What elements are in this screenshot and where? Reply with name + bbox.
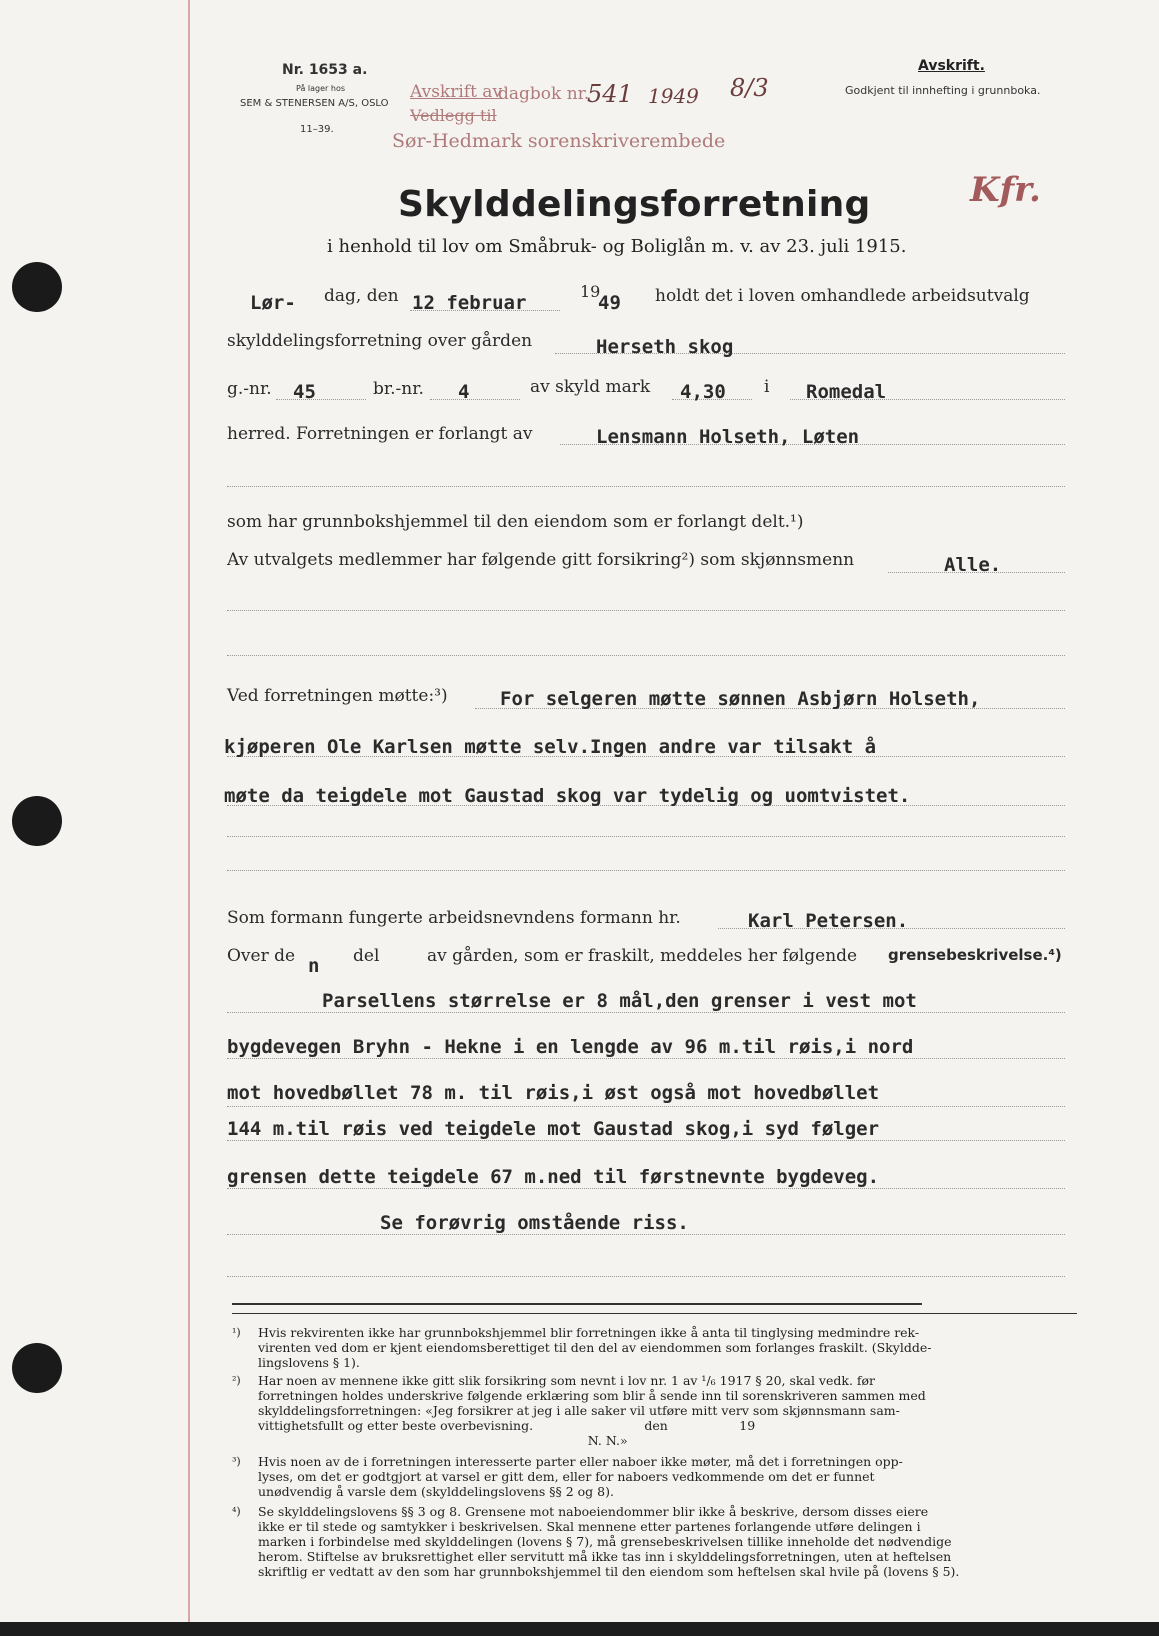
publisher-line1: På lager hos <box>296 84 345 93</box>
stamp-office: Sør-Hedmark sorenskriverembede <box>392 130 726 152</box>
i-label: i <box>764 377 770 397</box>
date-value: 12 februar <box>412 292 527 314</box>
held-text: holdt det i loven omhandlede arbeidsutvalg <box>655 286 1030 306</box>
grense-field-line <box>227 1234 1065 1235</box>
herred-label: herred. Forretningen er forlangt av <box>227 424 533 444</box>
del-label: del <box>353 946 380 966</box>
requester-value: Lensmann Holseth, Løten <box>596 426 860 448</box>
mote-label: Ved forretningen møtte:³) <box>227 686 448 706</box>
over-label: Over de <box>227 946 296 966</box>
year-value: 49 <box>598 292 621 314</box>
footnote-line: forretningen holdes underskrive følgende erklæring som blir å sende inn til sorenskriveren sammen med <box>258 1388 926 1403</box>
footnote-line: Hvis noen av de i forretningen interesserte parter eller naboer ikke møter, må det i forretningen opp- <box>258 1454 903 1469</box>
farm-value: Herseth skog <box>596 336 734 358</box>
punch-hole <box>12 796 62 846</box>
footnote-2-number: ²) <box>232 1374 241 1387</box>
mote-line-1: For selgeren møtte sønnen Asbjørn Holseth, <box>500 688 981 710</box>
over-value: n <box>308 955 320 977</box>
dagbok-year: 1949 <box>648 84 699 108</box>
skyld-value: 4,30 <box>680 381 726 403</box>
dagbok-date: 8/3 <box>730 74 769 102</box>
publisher-line2: SEM & STENERSEN A/S, OSLO <box>240 98 389 109</box>
brnr-label: br.-nr. <box>373 379 424 399</box>
margin-line <box>188 0 190 1622</box>
grense-field-line <box>227 1058 1065 1059</box>
footnote-1 <box>258 1325 931 1370</box>
footnote-line: vittighetsfullt og etter beste overbevisning. den 19 <box>258 1418 756 1433</box>
footnote-rule <box>232 1313 1077 1314</box>
grense-line-5: grensen dette teigdele 67 m.ned til førstnevnte bygdeveg. <box>227 1166 880 1188</box>
stamp-avskrift: Avskrift av <box>410 82 503 102</box>
dagbok-number: 541 <box>587 80 633 108</box>
formann-value: Karl Petersen. <box>748 910 909 932</box>
footnote-line: N. N.» <box>258 1433 628 1448</box>
grense-field-line <box>227 1106 1065 1107</box>
scan-edge <box>0 1622 1159 1636</box>
blank-line <box>227 610 1065 611</box>
blank-line <box>227 655 1065 656</box>
footnote-4-number: ⁴) <box>232 1505 241 1518</box>
grunnbok-text: som har grunnbokshjemmel til den eiendom som er forlangt delt.¹) <box>227 512 804 532</box>
grense-field-line <box>227 1188 1065 1189</box>
initials-handwritten: Kfr. <box>970 170 1041 210</box>
skyld-label: av skyld mark <box>530 377 651 397</box>
footnote-line: ikke er til stede og samtykker i beskrivelsen. Skal mennene etter partenes forlangende utføre delingen i <box>258 1519 921 1534</box>
stamp-vedlegg: Vedlegg til <box>410 106 497 125</box>
footnote-line: skylddelingsforretningen: «Jeg forsikrer at jeg i alle saker vil utføre mitt verv som skjønnsmann sam- <box>258 1403 900 1418</box>
footnote-4 <box>258 1504 959 1579</box>
footnote-line: lyses, om det er godtgjort at varsel er gitt dem, eller for naboers vedkommende om det er funnet <box>258 1469 875 1484</box>
footnote-rule <box>232 1303 922 1305</box>
brnr-field-line <box>430 399 520 400</box>
avskrift-note: Godkjent til innhefting i grunnboka. <box>845 84 1041 97</box>
brnr-value: 4 <box>458 381 470 403</box>
footnote-line: Har noen av mennene ikke gitt slik forsikring som nevnt i lov nr. 1 av ¹/₆ 1917 § 20, skal vedk. før <box>258 1373 876 1388</box>
grense-field-line <box>227 1140 1065 1141</box>
mote-line-3: møte da teigdele mot Gaustad skog var tydelig og uomtvistet. <box>224 785 911 807</box>
forsikring-value: Alle. <box>944 554 1002 576</box>
footnote-line: Hvis rekvirenten ikke har grunnbokshjemmel blir forretningen ikke å anta til tinglysing medmindre rek- <box>258 1325 920 1340</box>
gnr-label: g.-nr. <box>227 379 272 399</box>
municipality-value: Romedal <box>806 381 887 403</box>
document-subtitle: i henhold til lov om Småbruk- og Boliglån m. v. av 23. juli 1915. <box>327 236 907 257</box>
footnote-2 <box>258 1373 926 1448</box>
gnr-value: 45 <box>293 381 316 403</box>
footnote-line: marken i forbindelse med skylddelingen (lovens § 7), må grensebeskrivelsen tillike inneholde det nødvendige <box>258 1534 952 1549</box>
footnote-line: herom. Stiftelse av bruksrettighet eller servitutt må ikke tas inn i skylddelingsforretningen, uten at heftelsen <box>258 1549 952 1564</box>
form-number: Nr. 1653 a. <box>282 62 368 78</box>
footnote-line: skriftlig er vedtatt av den som har grunnbokshjemmel til den eiendom som heftelsen skal hvile på (lovens § 5). <box>258 1564 960 1579</box>
stamp-dagbok: dagbok nr. <box>498 84 590 104</box>
footnote-line: lingslovens § 1). <box>258 1355 360 1370</box>
document-title: Skylddelingsforretning <box>398 184 871 225</box>
over-text: av gården, som er fraskilt, meddeles her følgende <box>427 946 858 966</box>
blank-line <box>227 836 1065 837</box>
print-date: 11–39. <box>300 124 334 135</box>
footnote-3 <box>258 1454 903 1499</box>
grense-line-4: 144 m.til røis ved teigdele mot Gaustad skog,i syd følger <box>227 1118 880 1140</box>
mote-line-2: kjøperen Ole Karlsen møtte selv.Ingen andre var tilsakt å <box>224 736 877 758</box>
gnr-field-line <box>276 399 366 400</box>
footnote-3-number: ³) <box>232 1455 241 1468</box>
footnote-line: virenten ved dom er kjent eiendomsberettiget til den del av eiendommen som forlanges fraskilt. (Skyldde- <box>258 1340 932 1355</box>
grense-line-6: Se forøvrig omstående riss. <box>380 1212 689 1234</box>
forsikring-label: Av utvalgets medlemmer har følgende gitt forsikring²) som skjønnsmenn <box>227 550 855 570</box>
year-prefix: 19 <box>580 282 601 301</box>
footnote-line: unødvendig å varsle dem (skylddelingslovens §§ 2 og 8). <box>258 1484 614 1499</box>
day-prefix: Lør- <box>250 292 296 314</box>
grense-line-3: mot hovedbøllet 78 m. til røis,i øst også mot hovedbøllet <box>227 1082 880 1104</box>
blank-line <box>227 870 1065 871</box>
formann-label: Som formann fungerte arbeidsnevndens formann hr. <box>227 908 681 928</box>
punch-hole <box>12 262 62 312</box>
blank-line <box>227 1276 1065 1277</box>
day-label: dag, den <box>324 286 399 306</box>
grense-line-2: bygdevegen Bryhn - Hekne i en lengde av 96 m.til røis,i nord <box>227 1036 914 1058</box>
farm-label: skylddelingsforretning over gården <box>227 331 533 351</box>
grense-field-line <box>227 1012 1065 1013</box>
punch-hole <box>12 1343 62 1393</box>
footnote-line: Se skylddelingslovens §§ 3 og 8. Grensene mot naboeiendommer blir ikke å beskrive, dersom disses eiere <box>258 1504 929 1519</box>
blank-line <box>227 486 1065 487</box>
grense-line-1: Parsellens størrelse er 8 mål,den grenser i vest mot <box>322 990 917 1012</box>
grensebeskrivelse-label: grensebeskrivelse.⁴) <box>888 946 1062 964</box>
footnote-1-number: ¹) <box>232 1326 241 1339</box>
avskrift-title: Avskrift. <box>918 58 985 74</box>
